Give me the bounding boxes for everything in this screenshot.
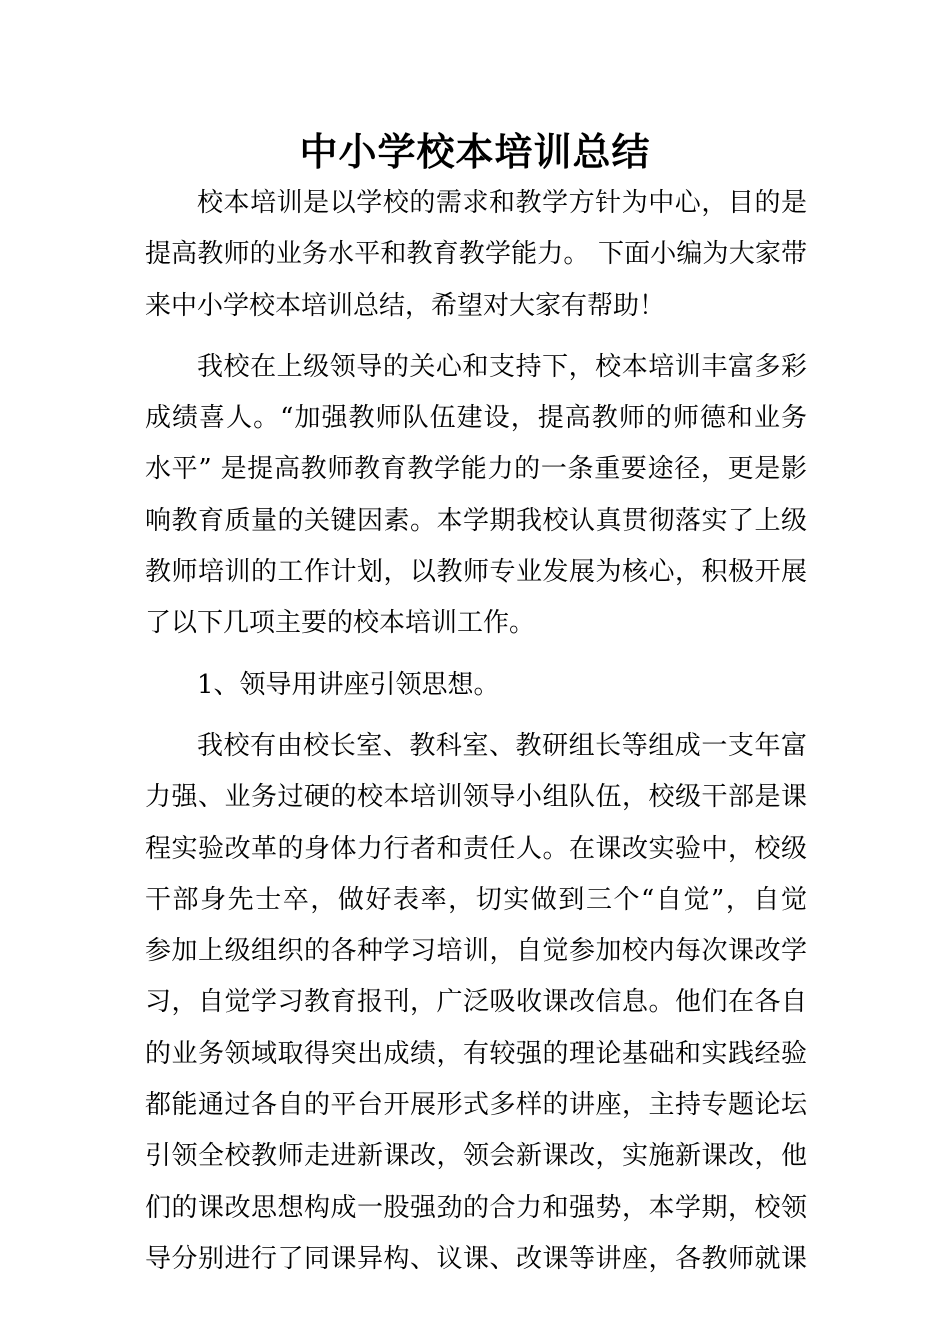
text-line: 我校在上级领导的关心和支持下，校本培训丰富多彩	[197, 351, 807, 382]
text-line: 校本培训是以学校的需求和教学方针为中心，目的是	[197, 188, 807, 218]
text-line: 导分别进行了同课异构、议课、改课等讲座，各教师就课	[145, 1243, 807, 1274]
text-line: 们的课改思想构成一股强劲的合力和强势，本学期，校领	[145, 1192, 807, 1223]
text-line: 了以下几项主要的校本培训工作。	[145, 608, 536, 639]
text-line: 我校有由校长室、教科室、教研组长等组成一支年富	[197, 730, 807, 761]
text-line: 程实验改革的身体力行者和责任人。在课改实验中，校级	[145, 833, 807, 864]
text-line: 都能通过各自的平台开展形式多样的讲座，主持专题论坛	[145, 1090, 807, 1121]
text-line: 成绩喜人。“加强教师队伍建设，提高教师的师德和业务	[145, 403, 807, 434]
text-line: 来中小学校本培训总结，希望对大家有帮助！	[145, 290, 666, 321]
paragraph-intro	[145, 178, 807, 332]
text-line: 1、领导用讲座引领思想。	[197, 669, 500, 700]
text-line: 教师培训的工作计划，以教师专业发展为核心，积极开展	[145, 557, 807, 588]
paragraph-leadership	[145, 721, 807, 1285]
text-line: 水平” 是提高教师教育教学能力的一条重要途径，更是影	[145, 454, 807, 485]
text-line: 提高教师的业务水平和教育教学能力。 下面小编为大家带	[145, 239, 807, 270]
text-line: 参加上级组织的各种学习培训，自觉参加校内每次课改学	[145, 936, 807, 967]
paragraph-background	[145, 342, 807, 650]
text-line: 力强、业务过硬的校本培训领导小组队伍，校级干部是课	[145, 782, 807, 813]
text-line: 习，自觉学习教育报刊，广泛吸收课改信息。他们在各自	[145, 987, 807, 1018]
text-line: 的业务领域取得突出成绩，有较强的理论基础和实践经验	[145, 1038, 807, 1069]
text-line: 引领全校教师走进新课改，领会新课改，实施新课改，他	[145, 1141, 807, 1172]
text-line: 干部身先士卒，做好表率，切实做到三个“自觉”，自觉	[145, 884, 807, 915]
document-body	[145, 178, 807, 1295]
text-line: 响教育质量的关键因素。本学期我校认真贯彻落实了上级	[145, 505, 807, 536]
section-heading	[145, 660, 807, 711]
document-title: 中小学校本培训总结	[299, 129, 651, 174]
